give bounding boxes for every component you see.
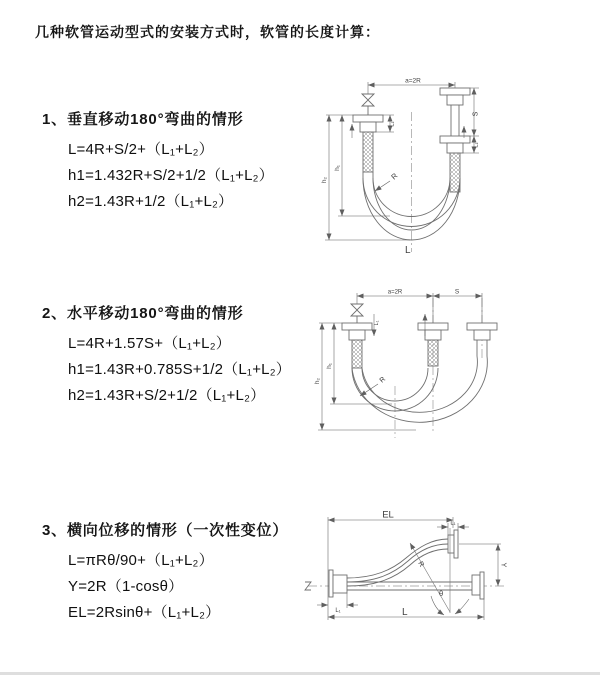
page-title: 几种软管运动型式的安装方式时，软管的长度计算： bbox=[35, 24, 380, 40]
section3-formula-L: L=πRθ/90+（L₁+L₂） bbox=[68, 552, 214, 569]
diagram-horizontal-180-bend bbox=[312, 286, 500, 446]
dim-label-radius: R bbox=[416, 560, 425, 569]
section1-heading: 1、垂直移动180°弯曲的情形 bbox=[42, 111, 244, 128]
section-lateral-displacement bbox=[42, 521, 288, 626]
section3-formula-EL: EL=2Rsinθ+（L₁+L₂） bbox=[68, 604, 221, 621]
dim-label-l1-right: L₁ bbox=[473, 142, 480, 148]
dim-label-l1-top: L₁ bbox=[450, 520, 456, 527]
dim-label-span: a=2R bbox=[387, 289, 403, 296]
section3-formula-Y: Y=2R（1-cosθ） bbox=[68, 578, 184, 595]
dim-label-l1: L₁ bbox=[374, 320, 380, 326]
braided-hose-section bbox=[428, 340, 438, 366]
braided-hose-section bbox=[352, 340, 362, 368]
dim-label-h1: h₁ bbox=[326, 363, 333, 369]
braided-hose-section bbox=[363, 132, 373, 172]
section2-heading: 2、水平移动180°弯曲的情形 bbox=[42, 305, 244, 322]
dim-label-y: Y bbox=[499, 562, 507, 568]
dim-label-h1: h₁ bbox=[334, 165, 341, 171]
section3-heading: 3、横向位移的情形（一次性变位） bbox=[42, 522, 289, 539]
hose-curve bbox=[347, 549, 448, 586]
dim-label-l1: L₁ bbox=[389, 121, 396, 127]
braided-hose-section bbox=[450, 153, 460, 192]
dim-label-radius: R bbox=[378, 375, 388, 385]
dim-label-length: L bbox=[405, 245, 411, 256]
valve-icon bbox=[351, 304, 363, 323]
dim-label-l1-left: L₁ bbox=[335, 608, 341, 614]
hose-curve bbox=[347, 544, 448, 582]
section1-formula-L: L=4R+S/2+（L₁+L₂） bbox=[68, 141, 214, 158]
hose-curve bbox=[347, 539, 448, 578]
dim-label-h2: h₂ bbox=[314, 377, 321, 385]
dim-label-length: L bbox=[402, 607, 408, 618]
section-vertical-movement bbox=[42, 110, 274, 215]
diagram-vertical-180-bend bbox=[318, 74, 490, 258]
dim-label-s: S bbox=[472, 111, 480, 117]
dim-label-h2: h₂ bbox=[321, 176, 328, 184]
diagram-lateral-displacement bbox=[302, 508, 554, 630]
dim-label-span: a=2R bbox=[405, 77, 421, 85]
section2-formula-L: L=4R+1.57S+（L₁+L₂） bbox=[68, 335, 231, 352]
dim-label-s: S bbox=[454, 288, 460, 296]
section1-formula-h2: h2=1.43R+1/2（L₁+L₂） bbox=[68, 193, 234, 210]
section1-formula-h1: h1=1.432R+S/2+1/2（L₁+L₂） bbox=[68, 167, 274, 184]
section-horizontal-movement bbox=[42, 304, 291, 409]
hose-arc bbox=[362, 368, 428, 401]
dim-label-el: EL bbox=[382, 509, 394, 521]
valve-icon bbox=[362, 94, 374, 115]
section2-formula-h2: h2=1.43R+S/2+1/2（L₁+L₂） bbox=[68, 387, 266, 404]
section2-formula-h1: h1=1.43R+0.785S+1/2（L₁+L₂） bbox=[68, 361, 291, 378]
dim-label-radius: R bbox=[389, 171, 400, 182]
dim-label-angle: θ bbox=[439, 589, 444, 598]
